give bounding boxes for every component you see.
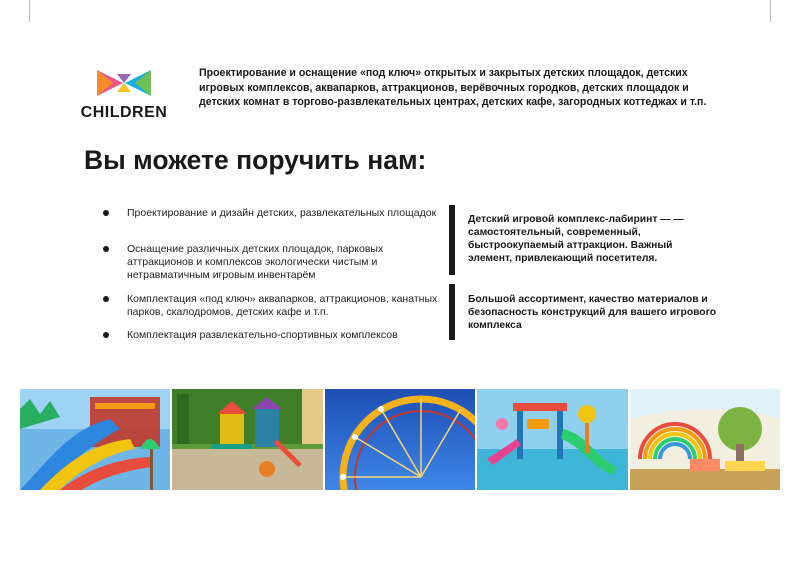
callout-text: Детский игровой комплекс-лабиринт — — самостоятельный, современный, быстроокупаемый аттракцион. Важный элемент, привлекающий посетителя.	[468, 214, 684, 264]
logo-icon	[93, 66, 155, 100]
water-slides-photo	[20, 389, 170, 490]
callout-quality	[449, 284, 719, 340]
service-text: Комплектация развлекательно-спортивных комплексов	[127, 329, 398, 341]
callout-labyrinth	[449, 205, 719, 275]
callout-text: Большой ассортимент, качество материалов и безопасность конструкций для вашего игрового комплекса	[468, 294, 717, 331]
list-item	[103, 293, 457, 319]
ferris-wheel-photo	[325, 389, 475, 490]
callout-bar	[449, 284, 455, 340]
bullet-icon	[103, 246, 109, 252]
kids-room-photo	[630, 389, 780, 490]
bullet-icon	[103, 332, 109, 338]
page-headline: Вы можете поручить нам:	[84, 145, 427, 175]
bullet-icon	[103, 296, 109, 302]
crop-mark-left	[29, 0, 30, 22]
service-text: Оснащение различных детских площадок, парковых аттракционов и комплексов экологически чистым и нетравматичным игровым инвентарём	[127, 243, 384, 281]
water-playground-photo	[477, 389, 627, 490]
service-text: Проектирование и дизайн детских, развлекательных площадок	[127, 207, 437, 219]
brand-name: CHILDREN	[80, 104, 168, 121]
list-item	[103, 243, 447, 282]
service-text: Комплектация «под ключ» аквапарков, аттракционов, канатных парков, скалодромов, детских кафе и т.п.	[127, 293, 438, 318]
list-item	[103, 207, 447, 220]
playground-photo	[172, 389, 322, 490]
callout-bar	[449, 205, 455, 275]
crop-mark-right	[770, 0, 771, 22]
photo-strip	[20, 389, 780, 490]
intro-text: Проектирование и оснащение «под ключ» открытых и закрытых детских площадок, детских игровых комплексов, аквапарков, аттракционов, верёвочных городков, детских площадок и детских комнат в торгово-развлекательных центрах, детских кафе, загородных коттеджах и т.п.	[199, 67, 707, 108]
brand-logo	[78, 66, 170, 126]
list-item	[103, 329, 462, 342]
bullet-icon	[103, 210, 109, 216]
